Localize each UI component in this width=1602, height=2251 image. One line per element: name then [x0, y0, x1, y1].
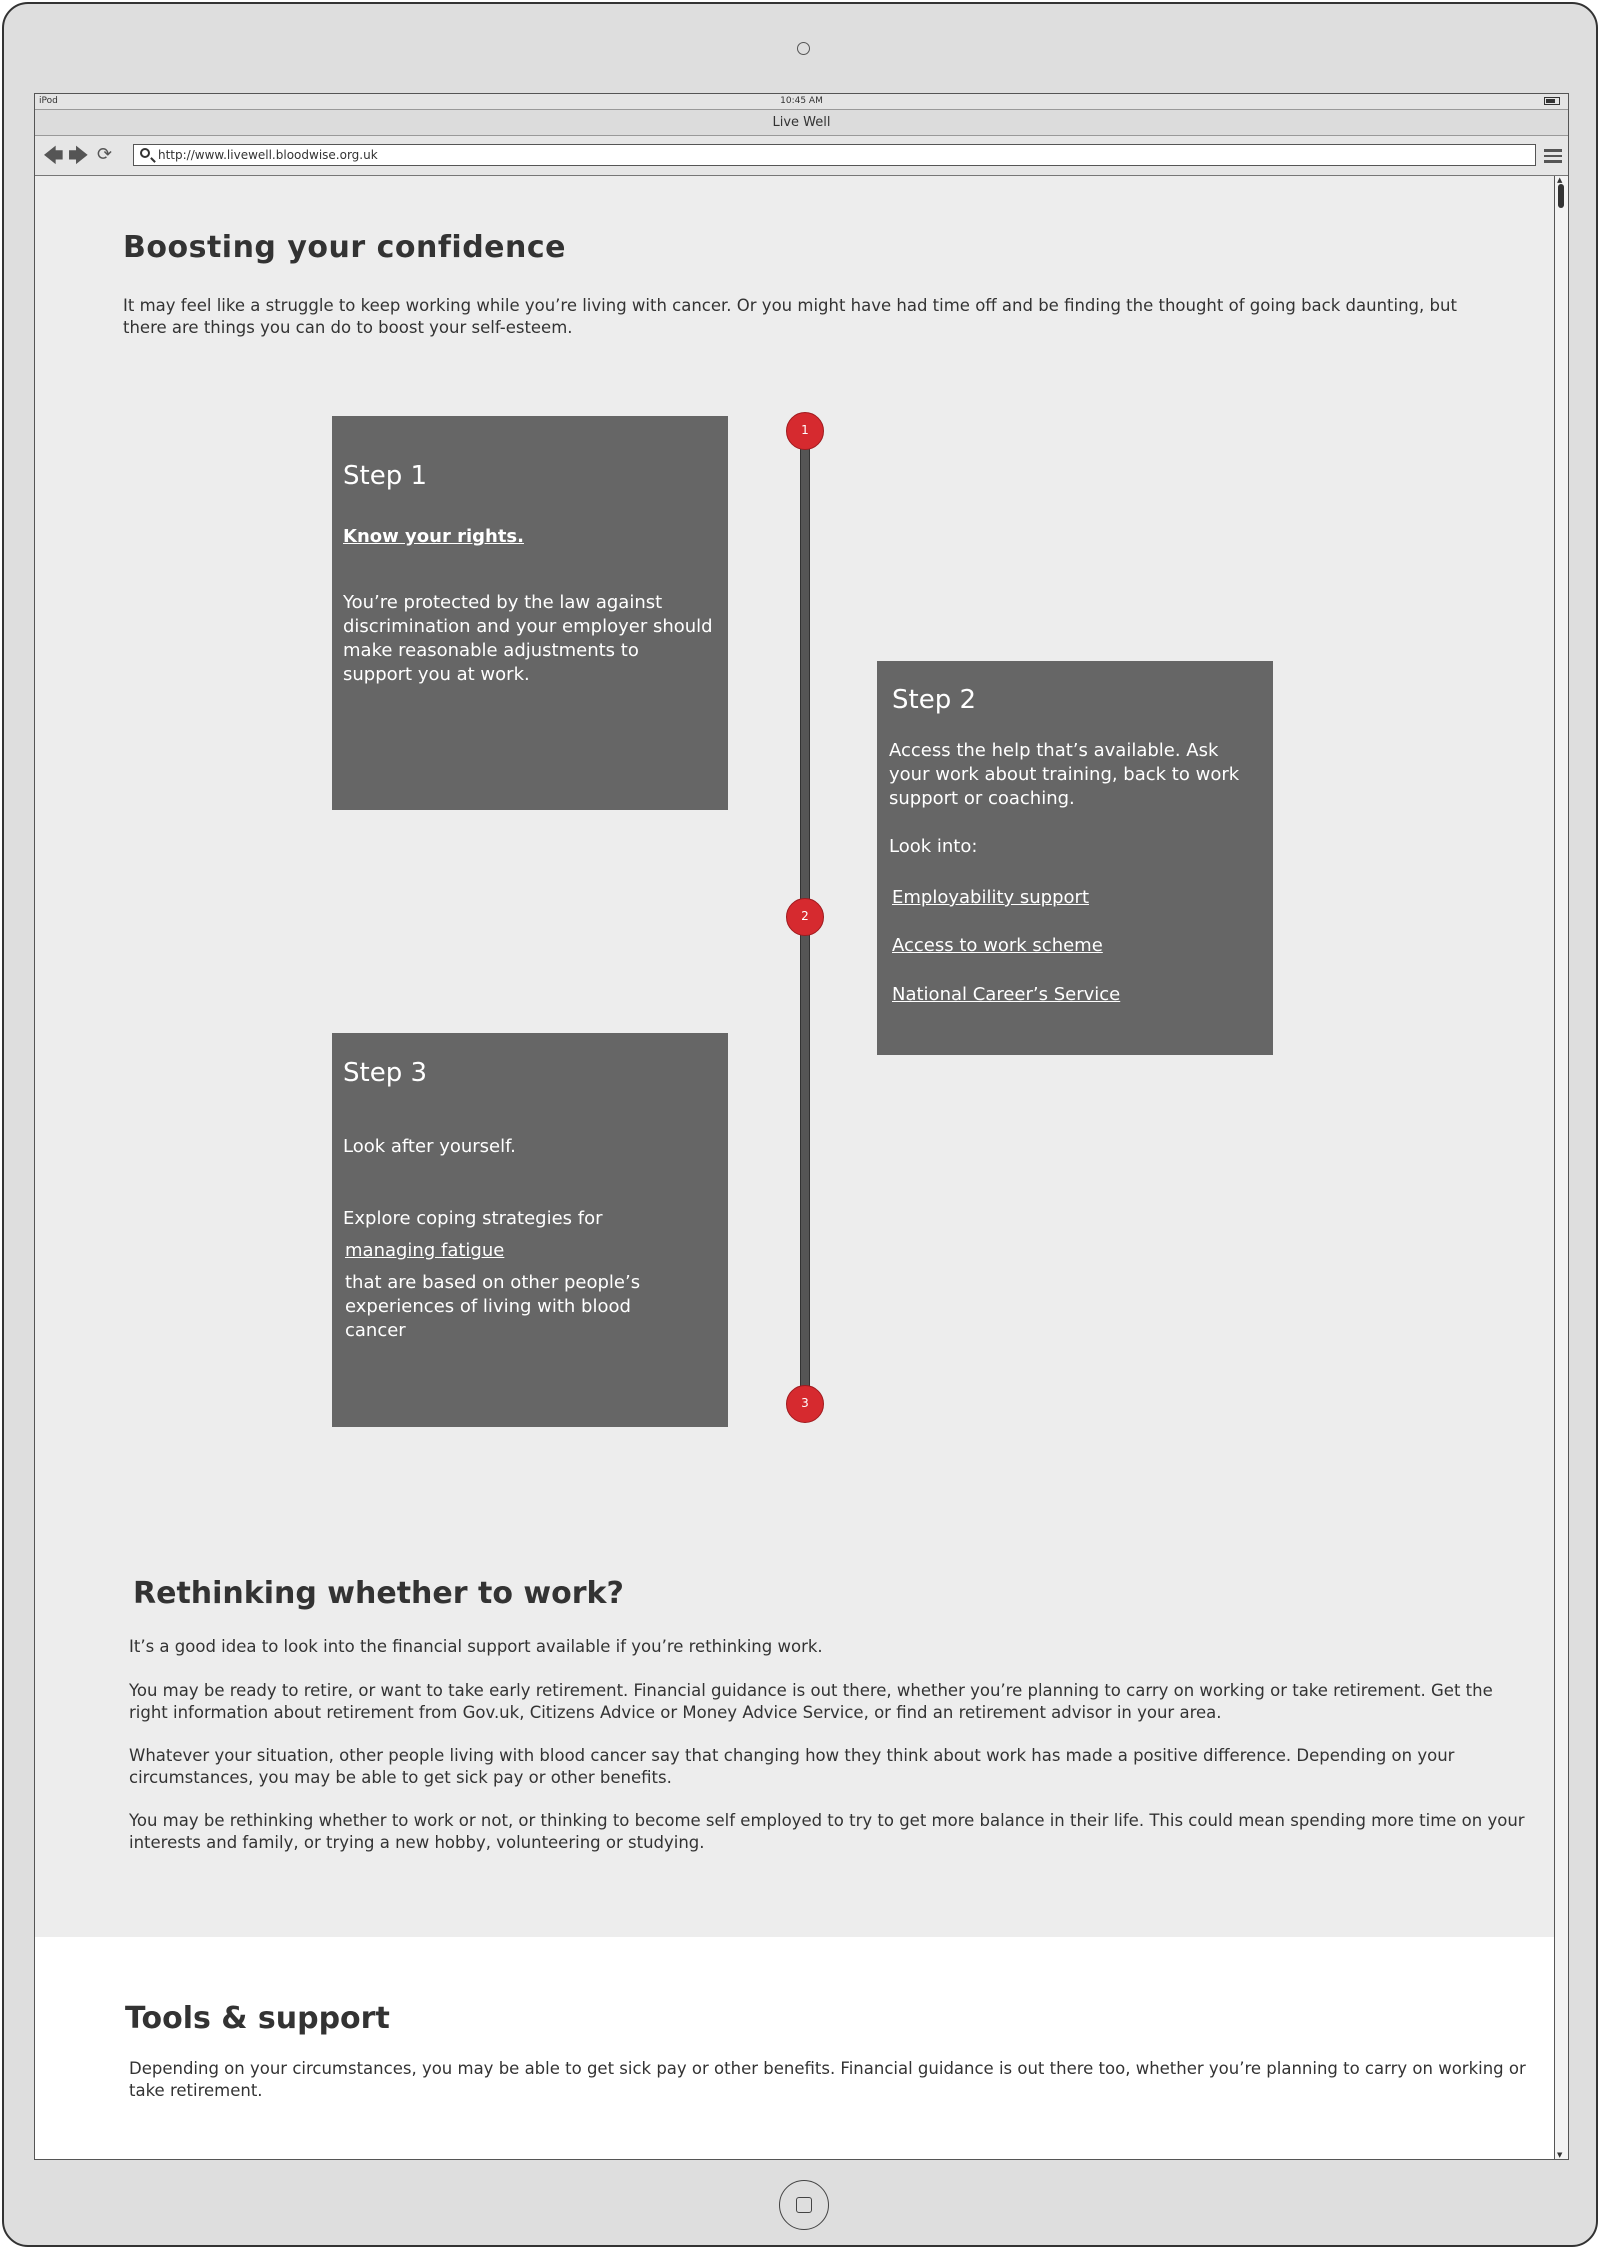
- back-arrow-icon[interactable]: 🡄: [43, 143, 64, 167]
- step-marker-1[interactable]: 1: [786, 412, 824, 450]
- url-input[interactable]: [133, 144, 1536, 166]
- device-label: iPod: [39, 96, 58, 106]
- rethinking-para-2: You may be ready to retire, or want to take early retirement. Financial guidance is out there, whether you’re planning to carry on working or take retirement. Get the right information about retirement from Gov.uk, Citizens Advice or Money Advice Service, or find an retirement advisor in your area.: [129, 1681, 1493, 1722]
- tools-section: [35, 1937, 1554, 2160]
- tools-paragraph: Depending on your circumstances, you may be able to get sick pay or other benefits. Financial guidance is out there too, whether you’re planning to carry on working or take retirement.: [129, 2059, 1526, 2100]
- step3-line3: that are based on other people’s experiences of living with blood cancer: [345, 1272, 641, 1341]
- clock: 10:45 AM: [780, 96, 823, 106]
- scrollbar[interactable]: [1554, 176, 1568, 2159]
- rethinking-para-1: It’s a good idea to look into the financial support available if you’re rethinking work.: [129, 1637, 823, 1656]
- know-your-rights-link[interactable]: Know your rights.: [343, 526, 524, 547]
- national-careers-service-link[interactable]: National Career’s Service: [892, 984, 1121, 1005]
- home-square-icon: [796, 2197, 812, 2213]
- boosting-intro: It may feel like a struggle to keep working while you’re living with cancer. Or you might have had time off and be finding the thought of going back daunting, but there are things you can do to boost your self-esteem.: [123, 296, 1457, 337]
- browser-screen: [34, 93, 1569, 2160]
- battery-icon: [1544, 97, 1560, 105]
- step2-card: [877, 661, 1273, 1055]
- scroll-up-icon[interactable]: ▲: [1557, 176, 1563, 184]
- step1-body: You’re protected by the law against discrimination and your employer should make reasonable adjustments to support you at work.: [343, 592, 713, 685]
- access-to-work-link[interactable]: Access to work scheme: [892, 935, 1103, 956]
- step2-body: Access the help that’s available. Ask your work about training, back to work support or coaching.: [889, 740, 1240, 809]
- rethinking-para-3: Whatever your situation, other people living with blood cancer say that changing how they think about work has made a positive difference. Depending on your circumstances, you may be able to get sick pay or other benefits.: [129, 1746, 1455, 1787]
- camera-icon: [797, 42, 810, 55]
- rethinking-heading: Rethinking whether to work?: [133, 1576, 624, 1611]
- scroll-down-icon[interactable]: ▼: [1557, 2151, 1563, 2159]
- step-marker-2[interactable]: 2: [786, 898, 824, 936]
- step3-line2: Explore coping strategies for: [343, 1208, 603, 1229]
- window-title: Live Well: [35, 110, 1568, 136]
- scroll-thumb[interactable]: [1558, 184, 1564, 208]
- managing-fatigue-link[interactable]: managing fatigue: [345, 1240, 505, 1261]
- url-text: http://www.livewell.bloodwise.org.uk: [158, 148, 378, 162]
- tools-heading: Tools & support: [125, 2001, 390, 2036]
- browser-toolbar: [35, 136, 1568, 176]
- page-content: [35, 176, 1554, 2160]
- employability-support-link[interactable]: Employability support: [892, 887, 1089, 908]
- step2-title: Step 2: [892, 685, 977, 715]
- menu-icon[interactable]: [1544, 149, 1562, 163]
- step3-title: Step 3: [343, 1058, 428, 1088]
- status-bar: [35, 94, 1568, 110]
- look-into-label: Look into:: [889, 836, 978, 857]
- rethinking-para-4: You may be rethinking whether to work or not, or thinking to become self employed to try to get more balance in their life. This could mean spending more time on your interests and family, or trying a new hobby, volunteering or studying.: [129, 1811, 1525, 1852]
- step1-title: Step 1: [343, 461, 428, 491]
- home-button[interactable]: [779, 2180, 829, 2230]
- search-icon: [140, 148, 150, 158]
- boosting-heading: Boosting your confidence: [123, 230, 567, 265]
- step1-card: [332, 416, 728, 810]
- step-marker-3[interactable]: 3: [786, 1385, 824, 1423]
- step3-card: [332, 1033, 728, 1427]
- step3-line1: Look after yourself.: [343, 1136, 516, 1157]
- forward-arrow-icon[interactable]: 🡆: [68, 143, 89, 167]
- reload-icon[interactable]: ⟳: [97, 144, 113, 165]
